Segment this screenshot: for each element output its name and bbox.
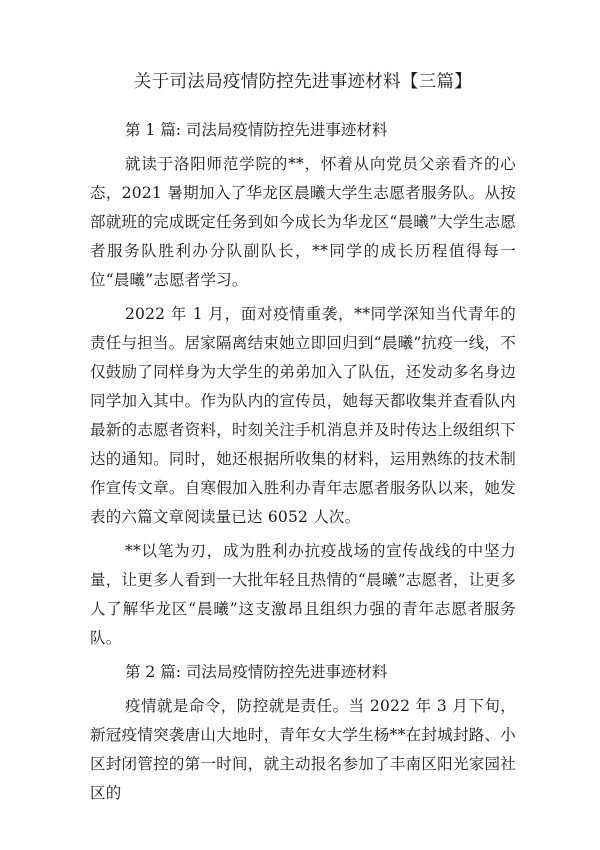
- article-section-1: [90, 116, 516, 653]
- section-heading: 第 1 篇: 司法局疫情防控先进事迹材料: [125, 121, 388, 139]
- article-section-2: [90, 658, 516, 808]
- body-paragraph: 就读于洛阳师范学院的**，怀着从向党员父亲看齐的心态，2021 暑期加入了华龙区晨曦大学生志愿者服务队。从按部就班的完成既定任务到如今成长为华龙区“晨曦”大学生志愿者服务队胜利办分队副队长，**同学的成长历程值得每一位“晨曦”志愿者学习。: [90, 155, 516, 289]
- body-paragraph: 疫情就是命令，防控就是责任。当 2022 年 3 月下旬，新冠疫情突袭唐山大地时，青年女大学生杨**在封城封路、小区封闭管控的第一时间，就主动报名参加了丰南区阳光家园社区的: [90, 697, 516, 802]
- body-paragraph: **以笔为刃，成为胜利办抗疫战场的宣传战线的中坚力量，让更多人看到一大批年轻且热情的“晨曦”志愿者，让更多人了解华龙区“晨曦”这支激昂且组织力强的青年志愿者服务队。: [90, 542, 516, 647]
- section-heading: 第 2 篇: 司法局疫情防控先进事迹材料: [125, 663, 388, 681]
- document-title: 关于司法局疫情防控先进事迹材料【三篇】: [133, 72, 473, 92]
- body-paragraph: 2022 年 1 月，面对疫情重袭，**同学深知当代青年的责任与担当。居家隔离结束她立即回归到“晨曦”抗疫一线，不仅鼓励了同样身为大学生的弟弟加入了队伍，还发动多名身边同学加入其中。作为队内的宣传员，她每天都收集并查看队内最新的志愿者资料，时刻关注手机消息并及时传达上级组织下达的通知。同时，她还根据所收集的材料，运用熟练的技术制作宣传文章。自寒假加入胜利办青年志愿者服务队以来，她发表的六篇文章阅读量已达 6052 人次。: [90, 305, 516, 526]
